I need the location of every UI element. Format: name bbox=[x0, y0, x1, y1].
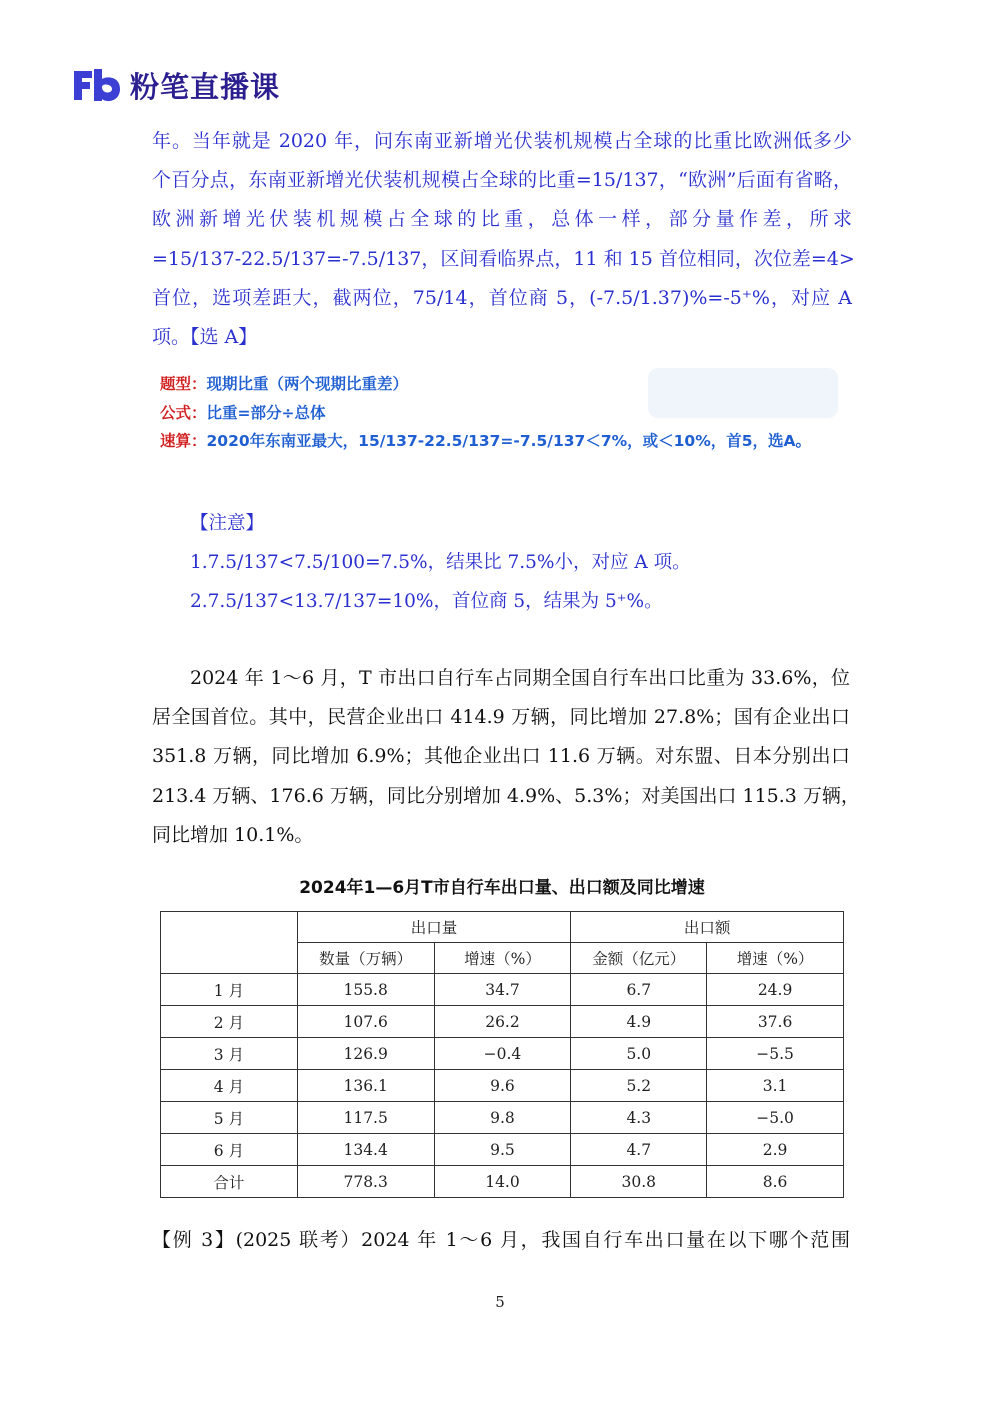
table-title: 2024年1—6月T市自行车出口量、出口额及同比增速 bbox=[299, 878, 705, 898]
table-group-header: 出口量 bbox=[297, 912, 571, 943]
explanation-paragraph bbox=[152, 122, 855, 357]
tip-type bbox=[160, 370, 860, 399]
fenbi-logo-icon bbox=[72, 67, 122, 103]
table-sub-header: 增速（%） bbox=[434, 943, 571, 974]
table-row bbox=[161, 974, 844, 1006]
note-title: 【注意】 bbox=[190, 513, 265, 534]
table-cell: 34.7 bbox=[434, 974, 571, 1006]
table-sub-header: 增速（%） bbox=[707, 943, 844, 974]
table-cell: 8.6 bbox=[707, 1166, 844, 1198]
table-cell: 107.6 bbox=[297, 1006, 434, 1038]
tip-formula-value: 比重=部分÷总体 bbox=[206, 403, 326, 422]
page-number: 5 bbox=[495, 1293, 505, 1311]
table-cell: 5.0 bbox=[571, 1038, 707, 1070]
tip-type-label: 题型： bbox=[160, 375, 207, 393]
explanation-line: 首位，选项差距大，截两位，75/14，首位商 5，(-7.5/1.37)%=-5⁺%，对应 A bbox=[152, 286, 852, 309]
table-cell: 5 月 bbox=[161, 1102, 298, 1134]
table-cell: 9.6 bbox=[434, 1070, 571, 1102]
table-cell: 778.3 bbox=[297, 1166, 434, 1198]
table-row bbox=[161, 1070, 844, 1102]
table-group-header: 出口额 bbox=[571, 912, 844, 943]
table-row bbox=[161, 1102, 844, 1134]
table-cell: 6 月 bbox=[161, 1134, 298, 1166]
material-line: 213.4 万辆、176.6 万辆，同比分别增加 4.9%、5.3%；对美国出口 115.3 万辆， bbox=[152, 784, 860, 807]
table-cell: 4.3 bbox=[571, 1102, 707, 1134]
explanation-line: =15/137-22.5/137=-7.5/137，区间看临界点，11 和 15 首位相同，次位差=4> bbox=[152, 247, 855, 270]
table-cell: 4 月 bbox=[161, 1070, 298, 1102]
table-cell: 134.4 bbox=[297, 1134, 434, 1166]
table-cell: 4.7 bbox=[571, 1134, 707, 1166]
example-question: 【例 3】(2025 联考）2024 年 1～6 月，我国自行车出口量在以下哪个范围 bbox=[152, 1229, 850, 1251]
table-cell: 2.9 bbox=[707, 1134, 844, 1166]
table-cell: 9.8 bbox=[434, 1102, 571, 1134]
table-header-row bbox=[161, 912, 844, 943]
table-sub-header: 数量（万辆） bbox=[297, 943, 434, 974]
table-cell: 1 月 bbox=[161, 974, 298, 1006]
tip-calc bbox=[160, 427, 860, 456]
table-total-row bbox=[161, 1166, 844, 1198]
note-item: 2.7.5/137<13.7/137=10%，首位商 5，结果为 5⁺%。 bbox=[190, 591, 663, 612]
explanation-line: 项。【选 A】 bbox=[152, 326, 258, 349]
table-cell: 6.7 bbox=[571, 974, 707, 1006]
material-line: 同比增加 10.1%。 bbox=[152, 823, 314, 846]
table-cell: −5.5 bbox=[707, 1038, 844, 1070]
table-cell: 5.2 bbox=[571, 1070, 707, 1102]
table-cell: 合计 bbox=[161, 1166, 298, 1198]
table-cell: 30.8 bbox=[571, 1166, 707, 1198]
table-cell: −5.0 bbox=[707, 1102, 844, 1134]
table-cell: 37.6 bbox=[707, 1006, 844, 1038]
table-cell: 9.5 bbox=[434, 1134, 571, 1166]
table-row bbox=[161, 1006, 844, 1038]
tip-calc-label: 速算： bbox=[160, 432, 207, 450]
explanation-line: 个百分点，东南亚新增光伏装机规模占全球的比重=15/137，“欧洲”后面有省略， bbox=[152, 169, 852, 192]
table-cell: 4.9 bbox=[571, 1006, 707, 1038]
table-cell: 117.5 bbox=[297, 1102, 434, 1134]
explanation-line: 年。当年就是 2020 年，问东南亚新增光伏装机规模占全球的比重比欧洲低多少 bbox=[152, 130, 852, 152]
table-cell: −0.4 bbox=[434, 1038, 571, 1070]
material-line: 351.8 万辆，同比增加 6.9%；其他企业出口 11.6 万辆。对东盟、日本分别出口 bbox=[152, 745, 850, 768]
note-section bbox=[190, 504, 691, 621]
table-row bbox=[161, 1134, 844, 1166]
table-sub-header: 金额（亿元） bbox=[571, 943, 707, 974]
tip-formula bbox=[160, 399, 860, 428]
table-cell: 24.9 bbox=[707, 974, 844, 1006]
table-cell: 26.2 bbox=[434, 1006, 571, 1038]
note-item: 1.7.5/137<7.5/100=7.5%，结果比 7.5%小，对应 A 项。 bbox=[190, 552, 691, 573]
tips-box bbox=[160, 370, 860, 456]
export-table bbox=[160, 911, 844, 1198]
table-cell: 3.1 bbox=[707, 1070, 844, 1102]
table-cell: 14.0 bbox=[434, 1166, 571, 1198]
tip-calc-value: 2020年东南亚最大，15/137-22.5/137=-7.5/137＜7%，或＜10%，首5，选A。 bbox=[206, 432, 812, 450]
table-cell: 136.1 bbox=[297, 1070, 434, 1102]
material-line: 居全国首位。其中，民营企业出口 414.9 万辆，同比增加 27.8%；国有企业出口 bbox=[152, 706, 850, 729]
fenbi-logo bbox=[72, 66, 280, 104]
table-cell: 126.9 bbox=[297, 1038, 434, 1070]
table-cell: 2 月 bbox=[161, 1006, 298, 1038]
tip-formula-label: 公式： bbox=[160, 403, 207, 422]
table-cell: 3 月 bbox=[161, 1038, 298, 1070]
tip-type-value: 现期比重（两个现期比重差） bbox=[206, 375, 409, 393]
material-line: 2024 年 1～6 月，T 市出口自行车占同期全国自行车出口比重为 33.6%，位 bbox=[190, 667, 850, 689]
logo-text: 粉笔直播课 bbox=[130, 69, 281, 104]
material-paragraph bbox=[152, 659, 860, 855]
table-corner-cell bbox=[161, 912, 298, 974]
explanation-line: 欧洲新增光伏装机规模占全球的比重，总体一样，部分量作差，所求 bbox=[152, 208, 852, 231]
table-row bbox=[161, 1038, 844, 1070]
table-cell: 155.8 bbox=[297, 974, 434, 1006]
